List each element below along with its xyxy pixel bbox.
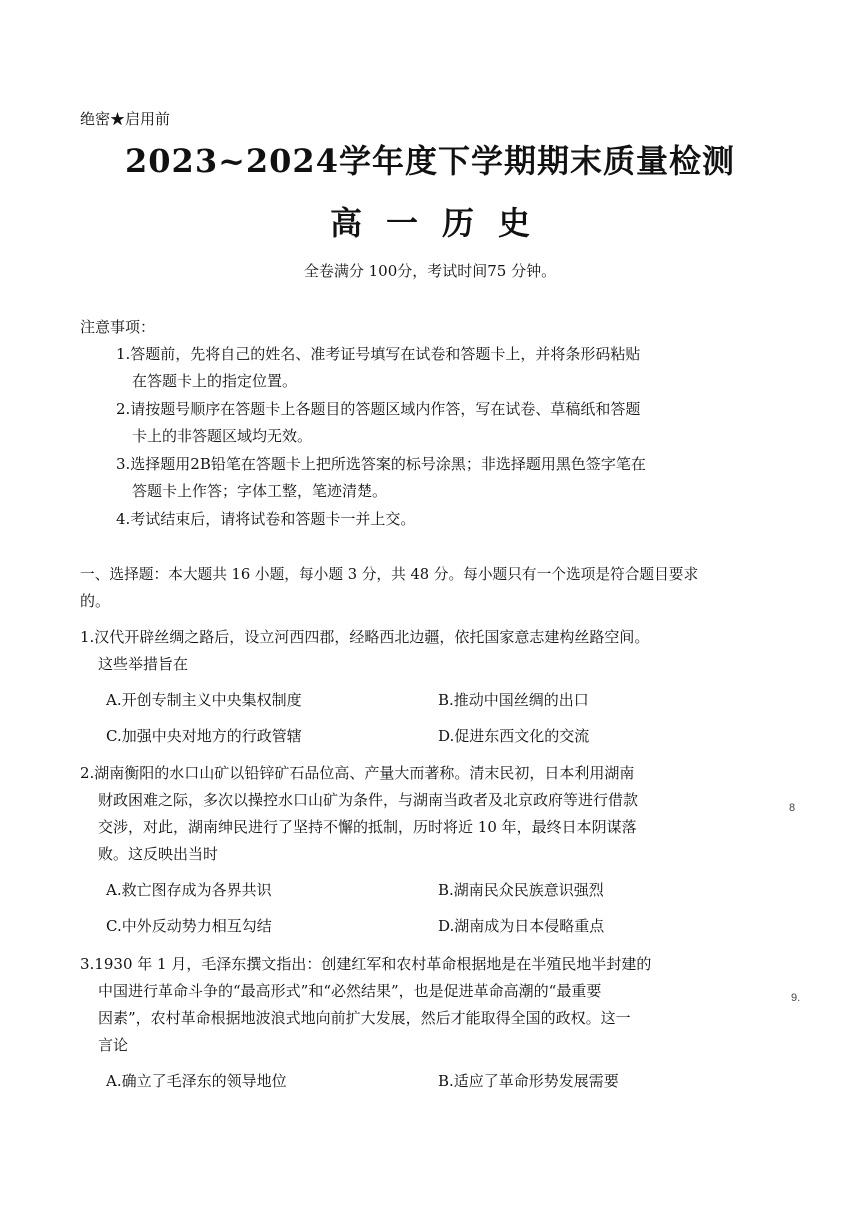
notice-item: 3.选择题用2B铅笔在答题卡上把所选答案的标号涂黑；非选择题用黑色签字笔在: [116, 455, 646, 473]
subject-char: 一: [385, 204, 418, 242]
confidential-mark: 绝密★启用前: [80, 110, 171, 128]
option-c: C.加强中央对地方的行政管辖: [106, 727, 302, 745]
option-b: B.推动中国丝绸的出口: [438, 691, 589, 709]
margin-mark: 9.: [791, 992, 801, 1004]
score-info: 全卷满分 100分，考试时间75 分钟。: [303, 262, 557, 280]
question-stem: 中国进行革命斗争的“最高形式”和“必然结果”，也是促进革命高潮的“最重要: [98, 982, 602, 1000]
option-d: D.湖南成为日本侵略重点: [438, 917, 605, 935]
question-stem: 财政困难之际，多次以操控水口山矿为条件，与湖南当政者及北京政府等进行借款: [98, 791, 639, 809]
option-b: B.湖南民众民族意识强烈: [438, 881, 604, 899]
notice-item: 4.考试结束后，请将试卷和答题卡一并上交。: [116, 510, 416, 528]
option-a: A.救亡图存成为各界共识: [106, 881, 272, 899]
notice-heading: 注意事项：: [80, 318, 156, 336]
margin-mark: 8: [789, 802, 796, 814]
notice-item: 2.请按题号顺序在答题卡上各题目的答题区域内作答，写在试卷、草稿纸和答题: [116, 400, 641, 418]
question-stem: 3.1930 年 1 月，毛泽东撰文指出：创建红军和农村革命根据地是在半殖民地半封建的: [80, 955, 652, 973]
exam-title: 2023~2024学年度下学期期末质量检测: [125, 142, 735, 180]
section-heading: 一、选择题：本大题共 16 小题，每小题 3 分，共 48 分。每小题只有一个选项是符合题目要求: [80, 566, 699, 583]
option-b: B.适应了革命形势发展需要: [438, 1072, 619, 1090]
question-stem: 1.汉代开辟丝绸之路后，设立河西四郡，经略西北边疆，依托国家意志建构丝路空间。: [80, 628, 650, 646]
subject-char: 高: [329, 204, 362, 242]
option-c: C.中外反动势力相互勾结: [106, 917, 272, 935]
notice-item: 在答题卡上的指定位置。: [132, 372, 298, 390]
question-stem: 言论: [98, 1036, 129, 1054]
question-stem: 2.湖南衡阳的水口山矿以铅锌矿石品位高、产量大而著称。清末民初，日本利用湖南: [80, 764, 635, 782]
question-stem: 交涉，对此，湖南绅民进行了坚持不懈的抵制，历时将近 10 年，最终日本阴谋落: [98, 818, 637, 836]
subject-title: [0, 198, 860, 244]
option-a: A.开创专制主义中央集权制度: [106, 691, 302, 709]
option-a: A.确立了毛泽东的领导地位: [106, 1072, 287, 1090]
question-stem: 这些举措旨在: [98, 655, 189, 673]
notice-item: 答题卡上作答；字体工整，笔迹清楚。: [132, 482, 388, 500]
option-d: D.促进东西文化的交流: [438, 727, 590, 745]
notice-item: 1.答题前，先将自己的姓名、准考证号填写在试卷和答题卡上，并将条形码粘贴: [116, 345, 641, 363]
question-stem: 败。这反映出当时: [98, 845, 219, 863]
section-heading: 的。: [80, 592, 111, 610]
subject-char: 史: [498, 204, 531, 242]
notice-item: 卡上的非答题区域均无效。: [132, 427, 313, 445]
question-stem: 因素”，农村革命根据地波浪式地向前扩大发展，然后才能取得全国的政权。这一: [98, 1009, 631, 1027]
subject-char: 历: [442, 204, 475, 242]
